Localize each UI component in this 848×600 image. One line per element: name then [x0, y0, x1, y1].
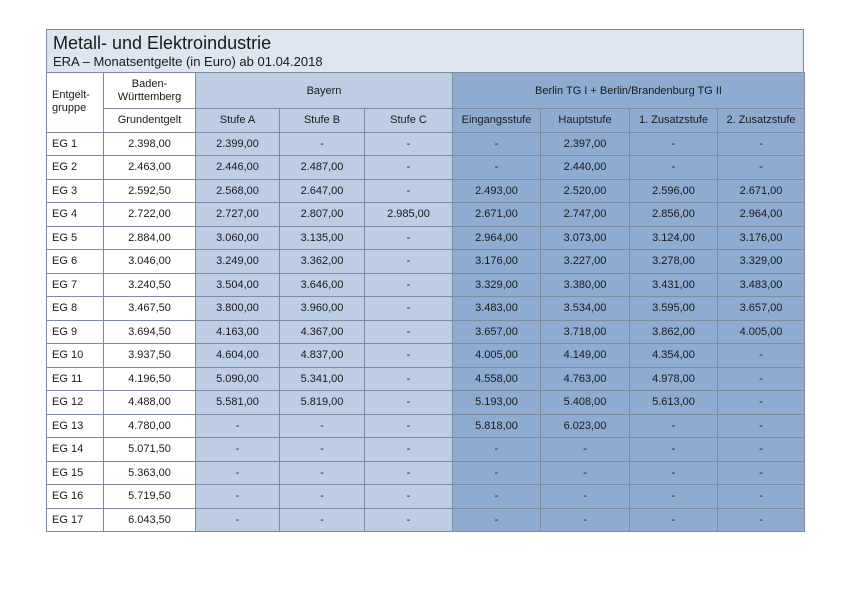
cell-zusatzstufe-1: - [630, 156, 718, 180]
header-zusatzstufe-1: 1. Zusatzstufe [630, 109, 718, 133]
cell-zusatzstufe-1: 5.613,00 [630, 391, 718, 415]
cell-entgeltgruppe: EG 14 [47, 438, 104, 462]
cell-stufe-a: 3.800,00 [196, 297, 280, 321]
cell-hauptstufe: - [541, 485, 630, 509]
title-box [46, 29, 804, 72]
cell-entgeltgruppe: EG 3 [47, 179, 104, 203]
cell-zusatzstufe-2: 3.329,00 [718, 250, 805, 274]
cell-hauptstufe: - [541, 508, 630, 532]
cell-stufe-a: 3.249,00 [196, 250, 280, 274]
cell-hauptstufe: - [541, 461, 630, 485]
cell-zusatzstufe-1: - [630, 485, 718, 509]
cell-stufe-c: - [365, 461, 453, 485]
cell-grundentgelt: 4.488,00 [104, 391, 196, 415]
cell-stufe-a: - [196, 485, 280, 509]
cell-zusatzstufe-1: 4.354,00 [630, 344, 718, 368]
cell-stufe-b: 2.647,00 [280, 179, 365, 203]
cell-zusatzstufe-2: - [718, 414, 805, 438]
header-baden-label: Baden- Württemberg [117, 77, 182, 103]
cell-zusatzstufe-1: 2.856,00 [630, 203, 718, 227]
cell-zusatzstufe-1: - [630, 461, 718, 485]
header-eingangsstufe: Eingangsstufe [453, 109, 541, 133]
table-row [47, 344, 805, 368]
cell-eingangsstufe: 2.671,00 [453, 203, 541, 227]
cell-eingangsstufe: 5.818,00 [453, 414, 541, 438]
cell-zusatzstufe-2: 2.964,00 [718, 203, 805, 227]
cell-entgeltgruppe: EG 2 [47, 156, 104, 180]
cell-stufe-c: - [365, 156, 453, 180]
cell-stufe-c: 2.985,00 [365, 203, 453, 227]
cell-stufe-a: 2.446,00 [196, 156, 280, 180]
cell-zusatzstufe-1: - [630, 438, 718, 462]
cell-stufe-a: - [196, 461, 280, 485]
cell-entgeltgruppe: EG 7 [47, 273, 104, 297]
table-row [47, 461, 805, 485]
cell-grundentgelt: 5.363,00 [104, 461, 196, 485]
cell-eingangsstufe: - [453, 508, 541, 532]
cell-stufe-b: 4.837,00 [280, 344, 365, 368]
cell-zusatzstufe-1: - [630, 414, 718, 438]
cell-zusatzstufe-2: - [718, 461, 805, 485]
cell-stufe-a: 5.581,00 [196, 391, 280, 415]
cell-hauptstufe: 2.520,00 [541, 179, 630, 203]
cell-stufe-b: 2.487,00 [280, 156, 365, 180]
cell-grundentgelt: 2.722,00 [104, 203, 196, 227]
cell-stufe-b: 3.362,00 [280, 250, 365, 274]
cell-stufe-c: - [365, 273, 453, 297]
cell-stufe-a: 2.727,00 [196, 203, 280, 227]
cell-hauptstufe: 3.718,00 [541, 320, 630, 344]
table-row [47, 132, 805, 156]
cell-zusatzstufe-2: 3.176,00 [718, 226, 805, 250]
cell-eingangsstufe: - [453, 438, 541, 462]
cell-stufe-a: - [196, 438, 280, 462]
cell-stufe-b: 3.960,00 [280, 297, 365, 321]
cell-zusatzstufe-2: - [718, 391, 805, 415]
table-row [47, 156, 805, 180]
cell-grundentgelt: 3.937,50 [104, 344, 196, 368]
cell-grundentgelt: 5.719,50 [104, 485, 196, 509]
cell-stufe-a: 3.060,00 [196, 226, 280, 250]
cell-grundentgelt: 2.884,00 [104, 226, 196, 250]
cell-stufe-c: - [365, 367, 453, 391]
cell-grundentgelt: 4.780,00 [104, 414, 196, 438]
wage-table [46, 72, 805, 532]
cell-stufe-b: 2.807,00 [280, 203, 365, 227]
cell-zusatzstufe-2: - [718, 508, 805, 532]
cell-zusatzstufe-2: - [718, 344, 805, 368]
cell-stufe-a: - [196, 508, 280, 532]
cell-zusatzstufe-2: - [718, 132, 805, 156]
cell-hauptstufe: 3.534,00 [541, 297, 630, 321]
cell-eingangsstufe: 3.329,00 [453, 273, 541, 297]
table-row [47, 485, 805, 509]
cell-stufe-a: 4.163,00 [196, 320, 280, 344]
cell-grundentgelt: 3.694,50 [104, 320, 196, 344]
cell-stufe-a: - [196, 414, 280, 438]
cell-hauptstufe: 5.408,00 [541, 391, 630, 415]
cell-grundentgelt: 2.463,00 [104, 156, 196, 180]
cell-hauptstufe: 4.149,00 [541, 344, 630, 368]
cell-hauptstufe: - [541, 438, 630, 462]
header-row-2 [47, 109, 805, 133]
cell-stufe-b: - [280, 438, 365, 462]
cell-grundentgelt: 3.467,50 [104, 297, 196, 321]
cell-stufe-c: - [365, 508, 453, 532]
table-row [47, 367, 805, 391]
header-grundentgelt: Grundentgelt [104, 109, 196, 133]
cell-stufe-c: - [365, 391, 453, 415]
table-row [47, 320, 805, 344]
header-bayern: Bayern [196, 73, 453, 109]
cell-grundentgelt: 2.398,00 [104, 132, 196, 156]
cell-entgeltgruppe: EG 17 [47, 508, 104, 532]
cell-zusatzstufe-2: 3.483,00 [718, 273, 805, 297]
cell-entgeltgruppe: EG 8 [47, 297, 104, 321]
cell-stufe-b: 4.367,00 [280, 320, 365, 344]
cell-zusatzstufe-2: 3.657,00 [718, 297, 805, 321]
cell-eingangsstufe: - [453, 485, 541, 509]
cell-zusatzstufe-1: 3.278,00 [630, 250, 718, 274]
cell-zusatzstufe-2: - [718, 485, 805, 509]
cell-entgeltgruppe: EG 10 [47, 344, 104, 368]
cell-zusatzstufe-2: - [718, 156, 805, 180]
cell-stufe-b: 3.135,00 [280, 226, 365, 250]
cell-stufe-b: - [280, 461, 365, 485]
cell-stufe-b: - [280, 132, 365, 156]
cell-grundentgelt: 4.196,50 [104, 367, 196, 391]
table-row [47, 226, 805, 250]
cell-eingangsstufe: 2.964,00 [453, 226, 541, 250]
cell-zusatzstufe-1: 3.124,00 [630, 226, 718, 250]
cell-stufe-b: - [280, 414, 365, 438]
cell-zusatzstufe-2: 2.671,00 [718, 179, 805, 203]
cell-stufe-c: - [365, 414, 453, 438]
cell-hauptstufe: 3.227,00 [541, 250, 630, 274]
header-stufe-c: Stufe C [365, 109, 453, 133]
header-berlin: Berlin TG I + Berlin/Brandenburg TG II [453, 73, 805, 109]
cell-eingangsstufe: - [453, 461, 541, 485]
cell-entgeltgruppe: EG 6 [47, 250, 104, 274]
cell-entgeltgruppe: EG 11 [47, 367, 104, 391]
cell-hauptstufe: 6.023,00 [541, 414, 630, 438]
header-row-1 [47, 73, 805, 109]
cell-zusatzstufe-1: - [630, 132, 718, 156]
cell-zusatzstufe-1: 2.596,00 [630, 179, 718, 203]
cell-entgeltgruppe: EG 12 [47, 391, 104, 415]
cell-entgeltgruppe: EG 1 [47, 132, 104, 156]
cell-stufe-b: 5.819,00 [280, 391, 365, 415]
cell-zusatzstufe-1: 4.978,00 [630, 367, 718, 391]
cell-stufe-c: - [365, 132, 453, 156]
cell-hauptstufe: 3.073,00 [541, 226, 630, 250]
header-baden [104, 73, 196, 109]
header-stufe-a: Stufe A [196, 109, 280, 133]
cell-entgeltgruppe: EG 5 [47, 226, 104, 250]
table-row [47, 273, 805, 297]
cell-eingangsstufe: 3.176,00 [453, 250, 541, 274]
table-row [47, 297, 805, 321]
cell-hauptstufe: 4.763,00 [541, 367, 630, 391]
cell-grundentgelt: 3.046,00 [104, 250, 196, 274]
cell-zusatzstufe-1: 3.431,00 [630, 273, 718, 297]
cell-stufe-c: - [365, 179, 453, 203]
cell-eingangsstufe: 3.657,00 [453, 320, 541, 344]
cell-hauptstufe: 2.440,00 [541, 156, 630, 180]
cell-stufe-a: 5.090,00 [196, 367, 280, 391]
cell-zusatzstufe-2: 4.005,00 [718, 320, 805, 344]
header-stufe-b: Stufe B [280, 109, 365, 133]
table-row [47, 250, 805, 274]
cell-zusatzstufe-1: - [630, 508, 718, 532]
cell-stufe-a: 2.568,00 [196, 179, 280, 203]
cell-entgeltgruppe: EG 16 [47, 485, 104, 509]
cell-entgeltgruppe: EG 4 [47, 203, 104, 227]
tariff-sheet [46, 29, 804, 532]
cell-entgeltgruppe: EG 9 [47, 320, 104, 344]
cell-eingangsstufe: 3.483,00 [453, 297, 541, 321]
cell-stufe-c: - [365, 344, 453, 368]
cell-stufe-b: - [280, 485, 365, 509]
table-row [47, 179, 805, 203]
cell-eingangsstufe: - [453, 156, 541, 180]
cell-stufe-a: 3.504,00 [196, 273, 280, 297]
cell-hauptstufe: 2.747,00 [541, 203, 630, 227]
cell-stufe-b: 3.646,00 [280, 273, 365, 297]
header-entgeltgruppe [47, 73, 104, 133]
table-row [47, 203, 805, 227]
cell-stufe-a: 2.399,00 [196, 132, 280, 156]
table-body [47, 132, 805, 532]
cell-eingangsstufe: - [453, 132, 541, 156]
table-row [47, 438, 805, 462]
cell-stufe-c: - [365, 226, 453, 250]
page-title: Metall- und Elektroindustrie [53, 33, 272, 53]
header-hauptstufe: Hauptstufe [541, 109, 630, 133]
cell-stufe-c: - [365, 320, 453, 344]
cell-stufe-b: - [280, 508, 365, 532]
cell-stufe-c: - [365, 297, 453, 321]
header-zusatzstufe-2: 2. Zusatzstufe [718, 109, 805, 133]
cell-zusatzstufe-1: 3.595,00 [630, 297, 718, 321]
cell-eingangsstufe: 4.005,00 [453, 344, 541, 368]
cell-grundentgelt: 2.592,50 [104, 179, 196, 203]
cell-stufe-c: - [365, 250, 453, 274]
cell-stufe-a: 4.604,00 [196, 344, 280, 368]
table-row [47, 414, 805, 438]
cell-stufe-c: - [365, 485, 453, 509]
cell-entgeltgruppe: EG 13 [47, 414, 104, 438]
cell-eingangsstufe: 4.558,00 [453, 367, 541, 391]
header-entgeltgruppe-label: Entgelt- gruppe [52, 89, 90, 115]
cell-grundentgelt: 5.071,50 [104, 438, 196, 462]
cell-eingangsstufe: 2.493,00 [453, 179, 541, 203]
cell-hauptstufe: 2.397,00 [541, 132, 630, 156]
cell-grundentgelt: 6.043,50 [104, 508, 196, 532]
cell-eingangsstufe: 5.193,00 [453, 391, 541, 415]
cell-grundentgelt: 3.240,50 [104, 273, 196, 297]
cell-stufe-b: 5.341,00 [280, 367, 365, 391]
cell-zusatzstufe-2: - [718, 367, 805, 391]
table-row [47, 391, 805, 415]
cell-entgeltgruppe: EG 15 [47, 461, 104, 485]
page-subtitle: ERA – Monatsentgelte (in Euro) ab 01.04.2018 [53, 54, 323, 69]
cell-zusatzstufe-2: - [718, 438, 805, 462]
cell-stufe-c: - [365, 438, 453, 462]
cell-hauptstufe: 3.380,00 [541, 273, 630, 297]
cell-zusatzstufe-1: 3.862,00 [630, 320, 718, 344]
table-row [47, 508, 805, 532]
